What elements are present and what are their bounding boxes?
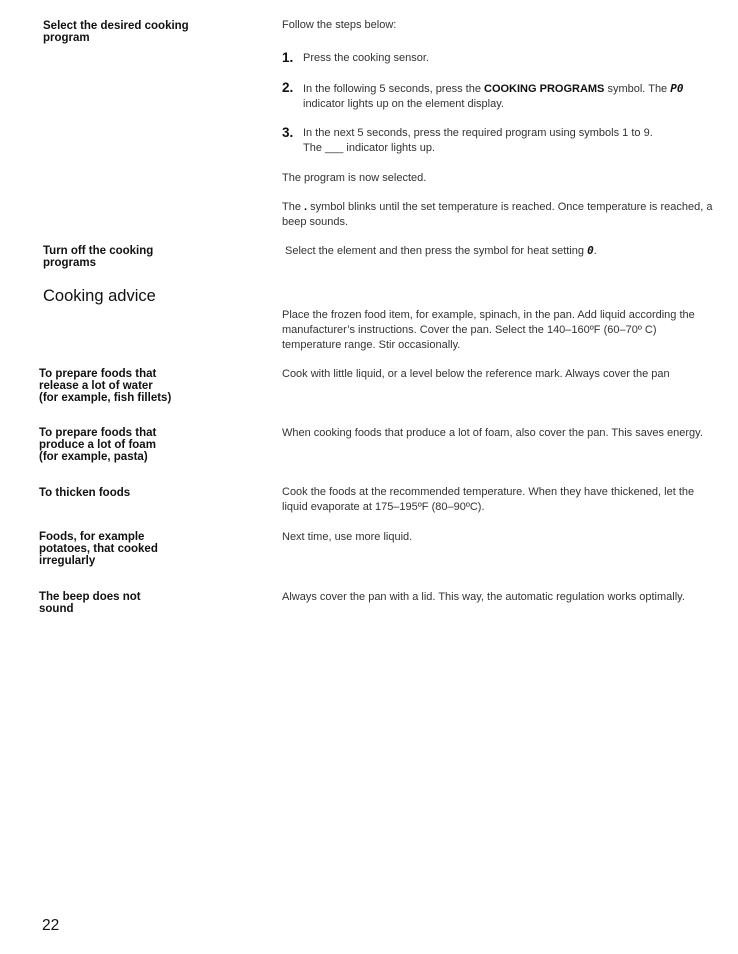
heat-setting-0-indicator: 0 [587,244,594,257]
advice-text: Next time, use more liquid. [282,531,413,543]
advice-label: To prepare foods that release a lot of water (for example, fish fillets) [39,368,172,404]
dot-symbol: . [304,201,308,213]
step-number: 2. [282,80,294,95]
step-text: In the next 5 seconds, press the required program using symbols 1 to 9. The ___ indicator lights up. [303,127,653,155]
turn-off-text: Select the element and then press the symbol for heat setting 0. [285,244,597,257]
p0-indicator: P0 [670,82,684,95]
advice-text: Always cover the pan with a lid. This way, the automatic regulation works optimally. [282,591,685,603]
advice-text: Cook the foods at the recommended temperature. When they have thickened, let the liquid evaporate at 175–195ºF (80–90ºC). [282,486,695,514]
advice-text: Cook with little liquid, or a level below the reference mark. Always cover the pan [282,368,670,380]
step-number: 1. [282,50,294,65]
cooking-advice-title: Cooking advice [43,287,156,305]
turn-off-heading: Turn off the cooking programs [43,245,154,269]
advice-label: The beep does not sound [39,591,141,615]
steps-intro: Follow the steps below: [282,19,397,31]
step-text: In the following 5 seconds, press the COOKING PROGRAMS symbol. The P0 indicator lights up on the element display. [303,82,684,111]
advice-label: To prepare foods that produce a lot of foam (for example, pasta) [39,427,157,463]
select-program-heading: Select the desired cooking program [43,20,189,44]
step-1 [282,51,718,66]
step-2 [282,81,718,112]
advice-text: When cooking foods that produce a lot of foam, also cover the pan. This saves energy. [282,427,703,439]
advice-label: Foods, for example potatoes, that cooked irregularly [39,531,158,567]
step-text: Press the cooking sensor. [303,52,429,64]
cooking-programs-symbol: COOKING PROGRAMS [484,83,605,95]
program-selected-note: The program is now selected. [282,172,427,184]
step-number: 3. [282,125,294,140]
advice-label: To thicken foods [39,487,131,499]
page-number: 22 [42,917,60,934]
blink-note: The . symbol blinks until the set temperature is reached. Once temperature is reached, a beep sounds. [282,201,713,229]
step-3 [282,126,718,156]
advice-intro: Place the frozen food item, for example, spinach, in the pan. Add liquid according the manufacturer’s instructions. Cover the pan. Select the 140–160ºF (60–70º C) temperature range. Stir occasionally. [282,309,695,352]
